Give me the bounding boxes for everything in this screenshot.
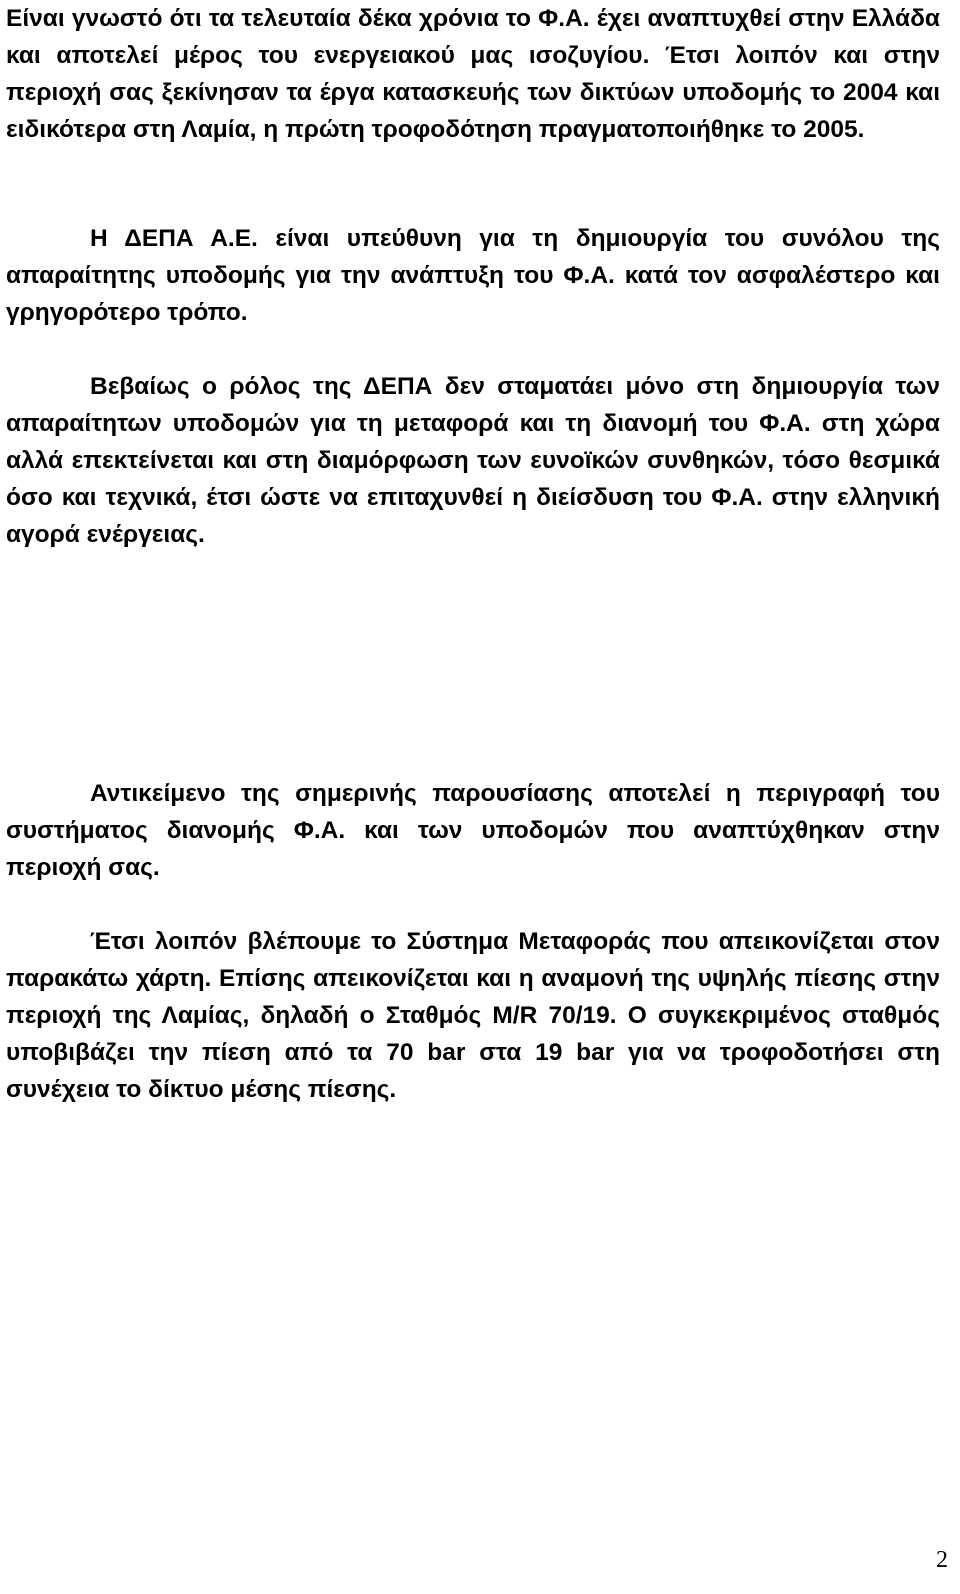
paragraph-presentation-subject: Αντικείμενο της σημερινής παρουσίασης αποτελεί η περιγραφή του συστήματος διανομής Φ.Α. και των υποδομών που αναπτύχθηκαν στην περιοχή σας. [6,780,940,881]
paragraph-transmission-system: Έτσι λοιπόν βλέπουμε το Σύστημα Μεταφοράς που απεικονίζεται στον παρακάτω χάρτη. Επίσης απεικονίζεται και η αναμονή της υψηλής πίεσης στην περιοχή της Λαμίας, δηλαδή ο Σταθμός Μ/R 70/19. Ο συγκεκριμένος σταθμός υποβιβάζει την πίεση από τα 70 bar στα 19 bar για να τροφοδοτήσει στη συνέχεια το δίκτυο μέσης πίεσης. [6,928,940,1103]
paragraph-intro: Είναι γνωστό ότι τα τελευταία δέκα χρόνια το Φ.Α. έχει αναπτυχθεί στην Ελλάδα και αποτελεί μέρος του ενεργειακού μας ισοζυγίου. Έτσι λοιπόν και στην περιοχή σας ξεκίνησαν τα έργα κατασκευής των δικτύων υποδομής το 2004 και ειδικότερα στη Λαμία, η πρώτη τροφοδότηση πραγματοποιήθηκε το 2005. [6,5,940,143]
paragraph-depa-role: Βεβαίως ο ρόλος της ΔΕΠΑ δεν σταματάει μόνο στη δημιουργία των απαραίτητων υποδομών για τη μεταφορά και τη διανομή του Φ.Α. στη χώρα αλλά επεκτείνεται και στη διαμόρφωση των ευνοϊκών συνθηκών, τόσο θεσμικά όσο και τεχνικά, έτσι ώστε να επιταχυνθεί η διείσδυση του Φ.Α. στην ελληνική αγορά ενέργειας. [6,373,940,548]
page-number: 2 [936,1547,948,1573]
paragraph-depa-responsibility: Η ΔΕΠΑ Α.Ε. είναι υπεύθυνη για τη δημιουργία του συνόλου της απαραίτητης υποδομής για την ανάπτυξη του Φ.Α. κατά τον ασφαλέστερο και γρηγορότερο τρόπο. [6,225,940,326]
